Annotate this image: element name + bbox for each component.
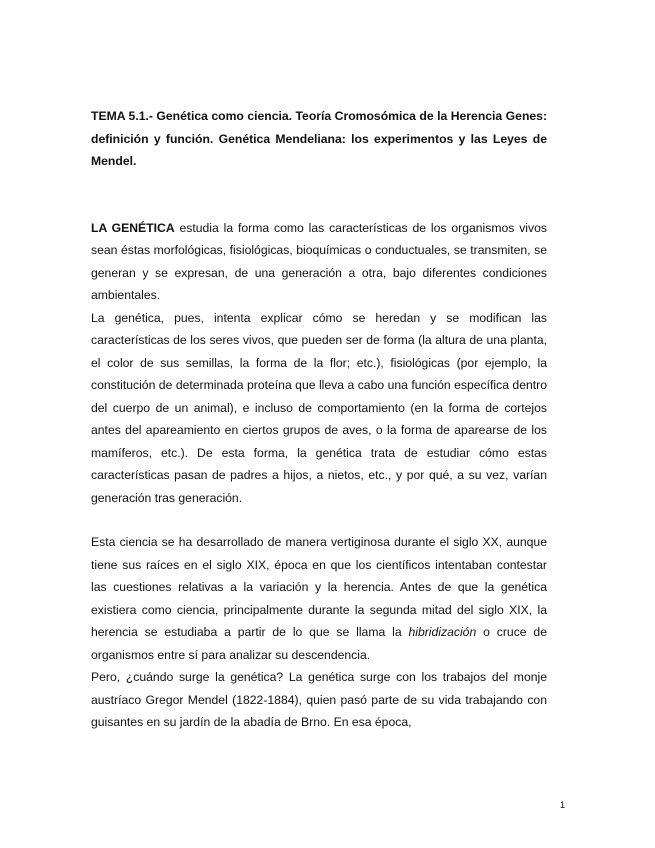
paragraph-lead-term: LA GENÉTICA [91,220,175,235]
document-body [91,105,547,734]
paragraph-mendel: Pero, ¿cuándo surge la genética? La genética surge con los trabajos del monje austríaco Gregor Mendel (1822-1884), quien pasó parte de su vida trabajando con guisantes en su jardín de la abadía de Brno. En esa época, [91,670,547,729]
paragraph-text: o cruce de organismos entre sí para analizar su descendencia. [91,625,547,662]
document-title: TEMA 5.1.- Genética como ciencia. Teoría Cromosómica de la Herencia Genes: definición y función. Genética Mendeliana: los experimentos y las Leyes de Mendel. [91,109,547,168]
italic-term: hibridización [408,625,477,639]
paragraph-ciencia-history [91,531,547,666]
paragraph-genetica-definition [91,217,547,307]
paragraph-text: Esta ciencia se ha desarrollado de manera vertiginosa durante el siglo XX, aunque tiene sus raíces en el siglo XIX, época en que los científicos intentaban contestar las cuestiones relativas a la variación y la herencia. Antes de que la genética existiera como ciencia, principalmente durante la segunda mitad del siglo XIX, la herencia se estudiaba a partir de lo que se llama la [91,535,547,639]
page-number: 1 [560,800,566,810]
paragraph-text: estudia la forma como las características de los organismos vivos sean éstas morfológicas, fisiológicas, bioquímicas o conductuales, se transmiten, se generan y se expresan, de una generación a otra, bajo diferentes condiciones ambientales. [91,220,547,302]
paragraph-genetica-explanation: La genética, pues, intenta explicar cómo se heredan y se modifican las características de los seres vivos, que pueden ser de forma (la altura de una planta, el color de sus semillas, la forma de la flor; etc.), fisiológicas (por ejemplo, la constitución de determinada proteína que lleva a cabo una función específica dentro del cuerpo de un animal), e incluso de comportamiento (en la forma de cortejos antes del apareamiento en ciertos grupos de aves, o la forma de aparearse de los mamíferos, etc.). De esta forma, la genética trata de estudiar cómo estas características pasan de padres a hijos, a nietos, etc., y por qué, a su vez, varían generación tras generación. [91,310,547,505]
